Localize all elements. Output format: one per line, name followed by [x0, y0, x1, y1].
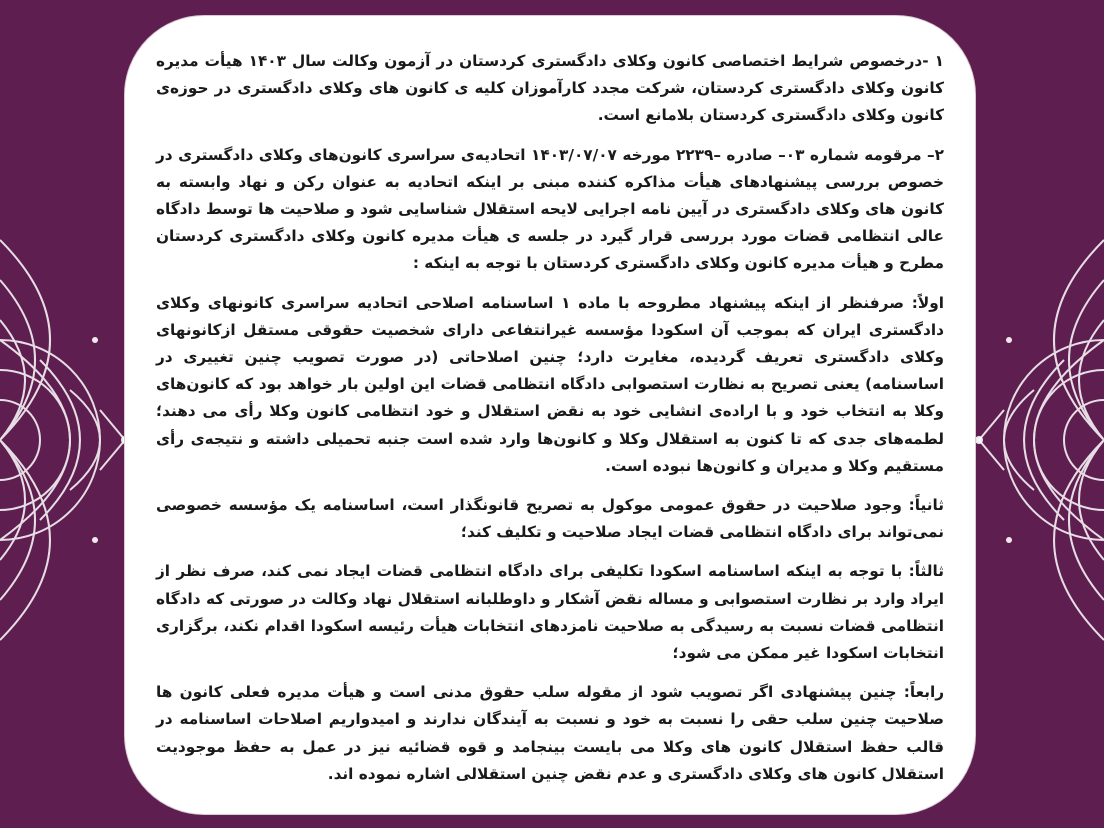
paragraph-2: ۲– مرقومه شماره ۰۳– صادره –۲۲۳۹ مورخه ۱۴۰۳/۰۷/۰۷ اتحادیه‌ی سراسری کانون‌های وکلای دادگستری در خصوص بررسی پیشنهادهای هیأت مذاکره کننده مبنی بر اینکه اتحادیه به عنوان رکن و نهاد وابسته به کانون های وکلای دادگستری در آیین نامه اجرایی لایحه استقلال شناسایی شود و صلاحیت ها توسط دادگاه عالی انتظامی قضات مورد بررسی قرار گیرد در جلسه ی هیأت مدیره کانون وکلای دادگستری کردستان مطرح و هیأت مدیره کانون وکلای دادگستری کردستان با توجه به اینکه :	[156, 145, 944, 273]
paragraph-1: ۱ -درخصوص شرایط اختصاصی کانون وکلای دادگستری کردستان در آزمون وکالت سال ۱۴۰۳ هیأت مدیره کانون وکلای دادگستری کردستان، شرکت مجدد کارآموزان کلیه ی کانون های وکلای دادگستری در حوزه‌ی کانون وکلای دادگستری کردستان بلامانع است.	[156, 52, 944, 125]
paragraph-first: اولاً: صرفنظر از اینکه پیشنهاد مطروحه با ماده ۱ اساسنامه اصلاحی اتحادیه سراسری کانونهای وکلای دادگستری ایران که بموجب آن اسکودا مؤسسه غیرانتفاعی دارای شخصیت حقوقی مستقل ازکانونهای وکلای دادگستری تعریف گردیده، مغایرت دارد؛ چنین اصلاحاتی (در صورت تصویب چنین تغییری در اساسنامه) یعنی تصریح به نظارت استصوابی دادگاه انتظامی قضات این اولین بار خواهد بود که کانون‌های وکلا به انتخاب خود و با اراده‌ی انشایی خود به نقض استقلال و خود انتظامی کانون وکلا رأی می دهند؛ لطمه‌های جدی که تا کنون به استقلال وکلا و کانون‌ها وارد شده است جنبه تحمیلی داشته و نتیجه‌ی رأی مستقیم وکلا و مدیران و کانون‌ها نبوده است.	[156, 293, 944, 475]
paragraph-second: ثانیاً: وجود صلاحیت در حقوق عمومی موکول به تصریح قانونگذار است، اساسنامه یک مؤسسه خصوصی نمی‌تواند برای دادگاه انتظامی قضات ایجاد صلاحیت و تکلیف کند؛	[156, 496, 944, 542]
paragraph-third: ثالثاً: با توجه به اینکه اساسنامه اسکودا تکلیفی برای دادگاه انتظامی قضات ایجاد نمی کند، صرف نظر از ایراد وارد بر نظارت استصوابی و مساله نقض آشکار و داوطلبانه استقلال نهاد وکالت در صورتی که دادگاه انتظامی قضات نسبت به رسیدگی به صلاحیت نامزدهای انتخابات هیأت رئیسه اسکودا اقدام نکند، برگزاری انتخابات اسکودا غیر ممکن می شود؛	[156, 562, 944, 663]
document-body	[156, 48, 944, 800]
paragraph-fourth: رابعاً: چنین پیشنهادی اگر تصویب شود از مقوله سلب حقوق مدنی است و هیأت مدیره فعلی کانون ها صلاحیت چنین سلب حقی را نسبت به خود و نسبت به آیندگان ندارند و امیدواریم اصلاحات اساسنامه در قالب حفظ استقلال کانون های وکلا می بایست بینجامد و قوه قضائیه نیز در عمل به حفظ موجودیت استقلال کانون های وکلای دادگستری و عدم نقض چنین استقلالی اشاره نموده اند.	[156, 683, 944, 783]
